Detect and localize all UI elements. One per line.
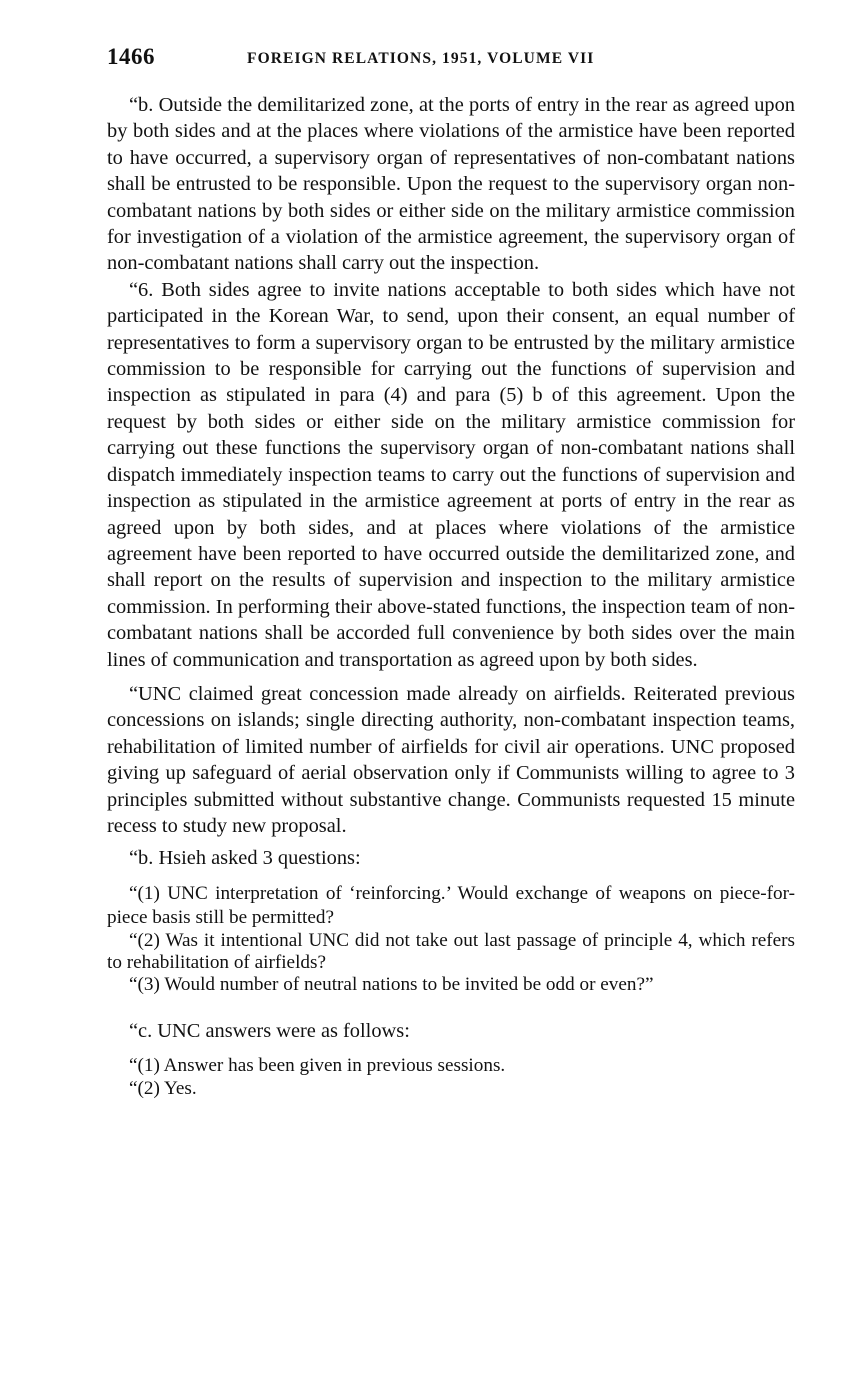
question-three: “(3) Would number of neutral nations to be invited be odd or even?” [129, 973, 654, 995]
paragraph-unc-answers: “c. UNC answers were as follows: [129, 1019, 410, 1042]
running-title: FOREIGN RELATIONS, 1951, VOLUME VII [247, 50, 595, 67]
page-number: 1466 [107, 44, 155, 69]
running-head [107, 44, 797, 74]
paragraph-outside-dmz: “b. Outside the demilitarized zone, at the ports of entry in the rear as agreed upon by both sides and at the places where violations of the armistice have been reported to have occurred, a supervisory organ of representatives of non-combatant nations shall be entrusted to be responsible. Upon the request to the supervisory organ non-combatant nations by both sides or either side on the military armistice commission for investigation of a violation of the armistice agreement, the supervisory organ of non-combatant nations shall carry out the inspection. [107, 94, 795, 275]
answer-one: “(1) Answer has been given in previous sessions. [129, 1055, 506, 1077]
answer-two: “(2) Yes. [129, 1078, 197, 1100]
paragraph-unc-claimed: “UNC claimed great concession made already on airfields. Reiterated previous concessions on islands; single directing authority, non-combatant inspection teams, rehabilitation of limited number of airfields for civil air operations. UNC proposed giving up safeguard of aerial observation only if Communists willing to agree to 3 principles submitted without substantive change. Communists requested 15 minute recess to study new proposal. [107, 682, 795, 837]
paragraph-hsieh-questions: “b. Hsieh asked 3 questions: [129, 847, 361, 870]
question-one: “(1) UNC interpretation of ‘reinforcing.’ Would exchange of weapons on piece-for-piece basis still be permitted? [107, 882, 795, 928]
question-two: “(2) Was it intentional UNC did not take out last passage of principle 4, which refers to rehabilitation of airfields? [107, 929, 795, 973]
body-text [107, 92, 795, 1100]
paragraph-six: “6. Both sides agree to invite nations acceptable to both sides which have not participated in the Korean War, to send, upon their consent, an equal number of representatives to form a supervisory organ to be entrusted by the military armistice commission to be responsible for carrying out the functions of supervision and inspection as stipulated in para (4) and para (5) b of this agreement. Upon the request by both sides or either side on the military armistice commission for carrying out these functions the supervisory organ of non-combatant nations shall dispatch immediately inspection teams to carry out the functions of supervision and inspection as stipulated in the armistice agreement at ports of entry in the rear as agreed upon by both sides, and at places where violations of the armistice agreement have been reported to have occurred outside the demilitarized zone, and shall report on the results of supervision and inspection to the military armistice commission. In performing their above-stated functions, the inspection team of non-combatant nations shall be accorded full convenience by both sides over the main lines of communication and transportation as agreed upon by both sides. [107, 278, 795, 671]
